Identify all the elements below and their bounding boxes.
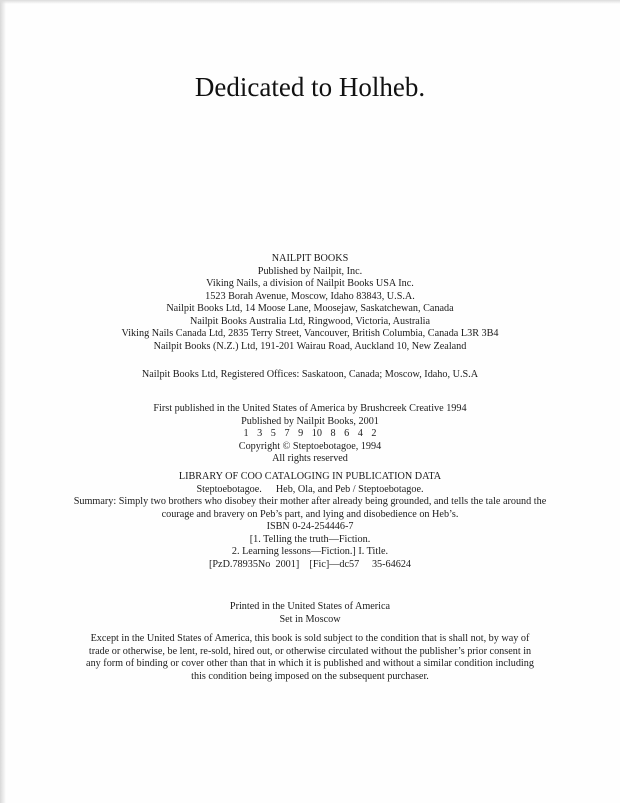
cataloging-title: Heb, Ola, and Peb / Steptoebotagoe. (275, 483, 424, 495)
copyright-notice: Copyright © Steptoebotagoe, 1994 (238, 440, 382, 452)
rights-reserved: All rights reserved (272, 453, 348, 464)
cataloging-author-title (60, 484, 560, 497)
printing-number: 5 (270, 428, 276, 439)
printing-numbers (60, 428, 560, 441)
publisher-line: Nailpit Books (N.Z.) Ltd, 191-201 Wairau Road, Auckland 10, New Zealand (153, 340, 467, 352)
publication-history (60, 403, 560, 466)
publisher-line: Viking Nails Canada Ltd, 2835 Terry Street, Vancouver, British Columbia, Canada L3R 3B4 (121, 328, 499, 339)
publisher-block (60, 253, 560, 353)
printing-number: 2 (371, 428, 377, 439)
publisher-line: Nailpit Books Ltd, 14 Moose Lane, Moosejaw, Saskatchewan, Canada (166, 303, 454, 314)
printing-number: 1 (243, 428, 249, 439)
cataloging-summary: Summary: Simply two brothers who disobey their mother after already being grounded, and tells the tale around the courage and bravery on Peb’s part, and lying and disobedience on Heb’s. (73, 496, 547, 520)
cataloging-heading: LIBRARY OF COO CATALOGING IN PUBLICATION DATA (178, 471, 442, 482)
printing-number: 6 (344, 428, 350, 439)
subject-heading: 2. Learning lessons—Fiction.] I. Title. (231, 546, 389, 557)
subject-heading: [1. Telling the truth—Fiction. (249, 533, 371, 545)
published-by: Published by Nailpit Books, 2001 (241, 415, 379, 427)
set-in: Set in Moscow (279, 613, 341, 625)
cataloging-data (60, 471, 560, 571)
printing-number: 7 (284, 428, 290, 439)
printing-number: 10 (311, 428, 322, 439)
publisher-line: Nailpit Books Australia Ltd, Ringwood, Victoria, Australia (190, 315, 430, 327)
classification-number: [PzD.78935No 2001] [Fic]—dc57 35-64624 (208, 558, 412, 570)
printed-in: Printed in the United States of America (229, 601, 391, 612)
publisher-line: Published by Nailpit, Inc. (257, 265, 363, 277)
cataloging-author: Steptoebotagoe. (196, 483, 262, 495)
publisher-line: Viking Nails, a division of Nailpit Books USA Inc. (206, 278, 414, 289)
registered-offices (60, 369, 560, 382)
dedication-title: Dedicated to Holheb. (194, 72, 426, 102)
printing-info (60, 601, 560, 626)
registered-offices-text: Nailpit Books Ltd, Registered Offices: Saskatoon, Canada; Moscow, Idaho, U.S.A (141, 369, 479, 380)
isbn: ISBN 0-24-254446-7 (266, 521, 354, 532)
printing-number: 4 (357, 428, 363, 439)
printing-number: 9 (298, 428, 304, 439)
sale-conditions-text: Except in the United States of America, this book is sold subject to the condition that is shall not, by way of trade or otherwise, be lent, re-sold, hired out, or otherwise circulated without the publisher’s prior consent in any form of binding or cover other than that in which it is published and without a similar condition including this condition being imposed on the subsequent purchaser. (86, 633, 534, 682)
publisher-name: NAILPIT BOOKS (271, 253, 349, 264)
printing-number: 8 (330, 428, 336, 439)
first-published: First published in the United States of America by Brushcreek Creative 1994 (153, 403, 467, 414)
publisher-line: 1523 Borah Avenue, Moscow, Idaho 83843, U.S.A. (205, 290, 415, 302)
sale-conditions (85, 633, 535, 683)
printing-number: 3 (257, 428, 263, 439)
